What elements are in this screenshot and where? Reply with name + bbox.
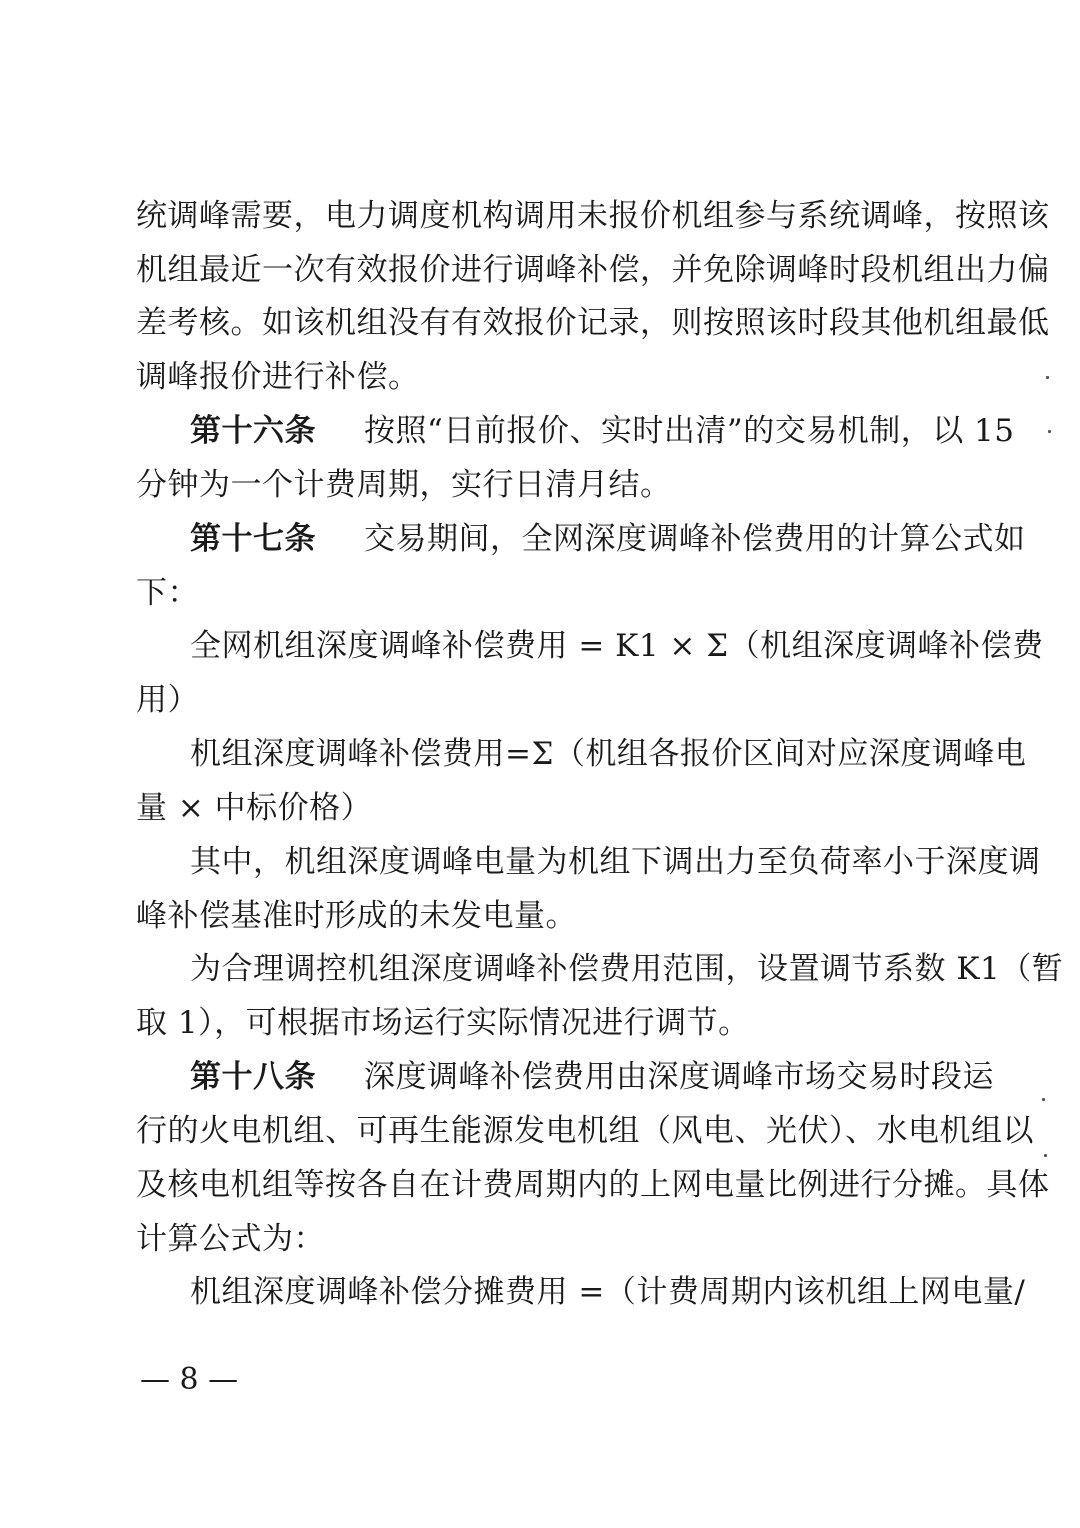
scan-mark [1042,1098,1045,1101]
paragraph-line: 差考核。如该机组没有有效报价记录，则按照该时段其他机组最低 [136,305,1050,341]
paragraph-line: 下： [136,575,199,611]
scan-mark [1046,376,1049,379]
paragraph-line: 调峰报价进行补偿。 [136,359,420,395]
article-18-heading: 第十八条 [190,1059,316,1095]
paragraph-line: 及核电机组等按各自在计费周期内的上网电量比例进行分摊。具体 [136,1167,1050,1203]
article-17-text: 交易期间，全网深度调峰补偿费用的计算公式如 [364,521,1026,557]
paragraph-line: 为合理调控机组深度调峰补偿费用范围，设置调节系数 K1（暂 [190,951,1064,987]
scan-mark [1048,430,1051,433]
paragraph-line: 取 1），可根据市场运行实际情况进行调节。 [136,1005,750,1041]
paragraph-line: 行的火电机组、可再生能源发电机组（风电、光伏）、水电机组以 [136,1113,1034,1149]
paragraph-line: 机组最近一次有效报价进行调峰补偿，并免除调峰时段机组出力偏 [136,252,1050,288]
formula-line: 机组深度调峰补偿分摊费用 =（计费周期内该机组上网电量/ [190,1274,1026,1310]
formula-line: 机组深度调峰补偿费用=Σ（机组各报价区间对应深度调峰电 [190,736,1027,772]
article-18-line [190,1057,994,1097]
article-16-text: 按照“日前报价、实时出清”的交易机制，以 15 [364,413,1015,449]
paragraph-line: 用） [136,682,199,718]
article-18-text: 深度调峰补偿费用由深度调峰市场交易时段运 [364,1059,994,1095]
paragraph-line: 统调峰需要，电力调度机构调用未报价机组参与系统调峰，按照该 [136,198,1050,234]
article-16-heading: 第十六条 [190,413,316,449]
paragraph-line: 计算公式为： [136,1221,325,1257]
paragraph-line: 峰补偿基准时形成的未发电量。 [136,898,577,934]
article-16-line [190,411,1015,451]
scan-mark [1044,1154,1047,1157]
article-17-heading: 第十七条 [190,521,316,557]
formula-line: 全网机组深度调峰补偿费用 = K1 × Σ（机组深度调峰补偿费 [190,628,1044,664]
paragraph-line: 分钟为一个计费周期，实行日清月结。 [136,467,672,503]
article-17-line [190,519,1026,559]
paragraph-line: 量 × 中标价格） [136,790,373,826]
paragraph-line: 其中，机组深度调峰电量为机组下调出力至负荷率小于深度调 [190,844,1041,880]
page-number: — 8 — [140,1362,239,1397]
